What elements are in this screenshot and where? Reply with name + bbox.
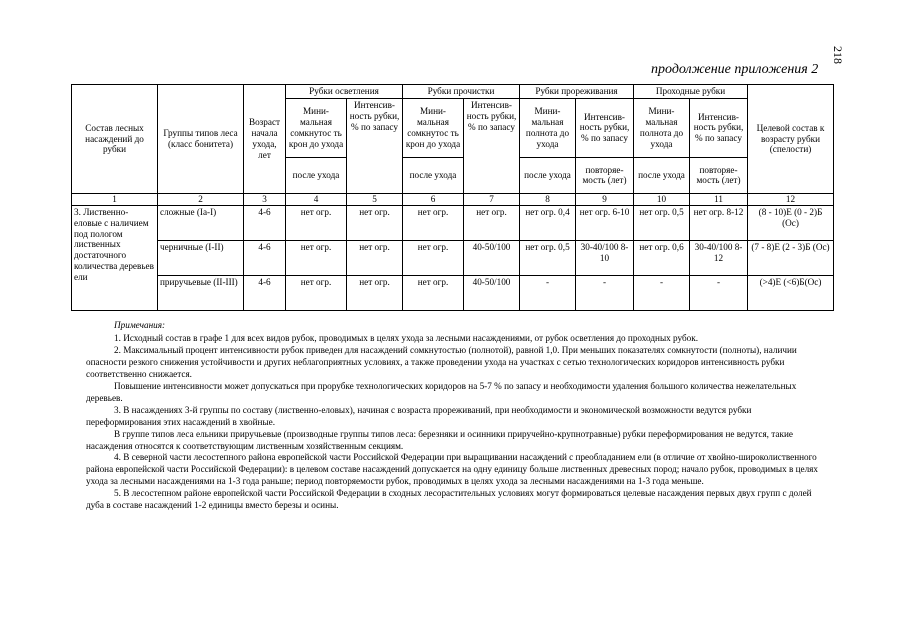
cell-c4: нет огр. xyxy=(286,275,347,310)
header-age: Возраст начала ухода, лет xyxy=(244,85,286,194)
header-intensity-cleaning: Интенсив-ность рубки, % по запасу xyxy=(464,98,520,193)
cell-c9: 30-40/100 8-10 xyxy=(576,240,634,275)
cell-c8: нет огр. 0,4 xyxy=(520,205,576,240)
header-forest-types: Группы типов леса (класс бонитета) xyxy=(158,85,244,194)
cell-c8: нет огр. 0,5 xyxy=(520,240,576,275)
cell-c5: нет огр. xyxy=(347,240,403,275)
forest-type-cell: черничные (I-II) xyxy=(158,240,244,275)
cell-c10: нет огр. 0,6 xyxy=(634,240,690,275)
cell-c8: - xyxy=(520,275,576,310)
col-number: 10 xyxy=(634,193,690,205)
cell-c11: нет огр. 8-12 xyxy=(690,205,748,240)
header-intensity-passing: Интенсив-ность рубки, % по запасу xyxy=(690,98,748,157)
header-min-density-passing: Мини-мальная полнота до ухода xyxy=(634,98,690,157)
header-min-density-thinning: Мини-мальная полнота до ухода xyxy=(520,98,576,157)
col-number: 7 xyxy=(464,193,520,205)
target-cell: (7 - 8)Е (2 - 3)Б (Ос) xyxy=(748,240,834,275)
col-number: 9 xyxy=(576,193,634,205)
note-paragraph: В группе типов леса ельники приручьевые (производные группы типов леса: березняки и осинники приручейно-крупнотравные) рубки переформирования не ведутся, такие насаждения относятся к соответствующим лиственным хозяйственным секциям. xyxy=(86,428,793,451)
col-number: 8 xyxy=(520,193,576,205)
header-after-thinning: после ухода xyxy=(520,157,576,193)
note-paragraph: 2. Максимальный процент интенсивности рубок приведен для насаждений сомкнутостью (полнотой), равной 1,0. При меньших показателях сомкнутости (полноты), наличии опасности резкого снижения устойчивости и других неблагоприятных условиях, а также проведении ухода на участках с сетью технологических коридоров интенсивность рубки соответственно снижается. xyxy=(86,344,797,379)
header-after-cleaning: после ухода xyxy=(403,157,464,193)
notes-title: Примечания: xyxy=(114,320,166,330)
cell-c11: 30-40/100 8-12 xyxy=(690,240,748,275)
cell-c5: нет огр. xyxy=(347,275,403,310)
cell-c6: нет огр. xyxy=(403,240,464,275)
cell-c4: нет огр. xyxy=(286,205,347,240)
header-repeat-thinning: повторяе-мость (лет) xyxy=(576,157,634,193)
forest-care-table xyxy=(71,84,834,311)
cell-c7: 40-50/100 xyxy=(464,275,520,310)
target-cell: (8 - 10)Е (0 - 2)Б (Ос) xyxy=(748,205,834,240)
col-number: 2 xyxy=(158,193,244,205)
cell-c7: 40-50/100 xyxy=(464,240,520,275)
cell-c11: - xyxy=(690,275,748,310)
age-cell: 4-6 xyxy=(244,275,286,310)
forest-type-cell: сложные (Iа-I) xyxy=(158,205,244,240)
age-cell: 4-6 xyxy=(244,240,286,275)
composition-cell: 3. Лиственно-еловые с наличием под пологом лиственных достаточного количества деревьев ели xyxy=(72,205,158,310)
col-number: 1 xyxy=(72,193,158,205)
cell-c5: нет огр. xyxy=(347,205,403,240)
table-row xyxy=(72,205,834,240)
cell-c6: нет огр. xyxy=(403,205,464,240)
cell-c10: нет огр. 0,5 xyxy=(634,205,690,240)
group-cleaning: Рубки прочистки xyxy=(403,85,520,99)
col-number: 6 xyxy=(403,193,464,205)
cell-c6: нет огр. xyxy=(403,275,464,310)
cell-c4: нет огр. xyxy=(286,240,347,275)
header-repeat-passing: повторяе-мость (лет) xyxy=(690,157,748,193)
note-paragraph: 4. В северной части лесостепного района европейской части Российской Федерации при выращивании насаждений с преобладанием ели (в отличие от хвойно-широколиственного района европейской части Российской Федерации): в целевом составе насаждений допускается на одну единицу больше лиственных древесных пород; начало рубок, проводимых в целях ухода за лесными насаждениями на 1-3 года раньше; период повторяемости рубок, проводимых в целях ухода за лесными насаждениями на 1-3 года меньше. xyxy=(86,452,818,487)
header-after-passing: после ухода xyxy=(634,157,690,193)
col-number: 12 xyxy=(748,193,834,205)
header-intensity-thinning: Интенсив-ность рубки, % по запасу xyxy=(576,98,634,157)
header-composition: Состав лесных насаждений до рубки xyxy=(72,85,158,194)
header-intensity-lighting: Интенсив-ность рубки, % по запасу xyxy=(347,98,403,193)
cell-c7: нет огр. xyxy=(464,205,520,240)
col-number: 5 xyxy=(347,193,403,205)
header-after-lighting: после ухода xyxy=(286,157,347,193)
header-target: Целевой состав к возрасту рубки (спелости) xyxy=(748,85,834,194)
group-lighting: Рубки осветления xyxy=(286,85,403,99)
group-passing: Проходные рубки xyxy=(634,85,748,99)
note-paragraph: 1. Исходный состав в графе 1 для всех видов рубок, проводимых в целях ухода за лесными насаждениями, от рубок осветления до проходных рубок. xyxy=(114,332,698,343)
note-paragraph: Повышение интенсивности может допускаться при прорубке технологических коридоров на 5-7 % по запасу и необходимости удаления большого количества нежелательных деревьев. xyxy=(86,380,797,403)
cell-c10: - xyxy=(634,275,690,310)
cell-c9: нет огр. 6-10 xyxy=(576,205,634,240)
forest-type-cell: приручьевые (II-III) xyxy=(158,275,244,310)
table-row xyxy=(72,275,834,310)
col-number: 4 xyxy=(286,193,347,205)
group-thinning: Рубки прореживания xyxy=(520,85,634,99)
page-number: 218 xyxy=(831,46,845,64)
appendix-continuation-note: продолжение приложения 2 xyxy=(651,62,819,77)
note-paragraph: 3. В насаждениях 3-й группы по составу (лиственно-еловых), начиная с возраста прореживаний, при необходимости и экономической возможности ведутся рубки переформирования этих насаждений в хвойные. xyxy=(86,404,752,427)
table-row xyxy=(72,240,834,275)
target-cell: (>4)Е (<6)Б(Ос) xyxy=(748,275,834,310)
col-number: 3 xyxy=(244,193,286,205)
age-cell: 4-6 xyxy=(244,205,286,240)
header-min-closure-cleaning: Мини-мальная сомкнутос ть крон до ухода xyxy=(403,98,464,157)
notes-section xyxy=(86,320,828,512)
note-paragraph: 5. В лесостепном районе европейской части Российской Федерации в сходных лесорастительных условиях могут формироваться целевые насаждения первых двух групп с долей дуба в составе насаждений 1-2 единицы вместо березы и осины. xyxy=(86,488,812,511)
col-number: 11 xyxy=(690,193,748,205)
header-min-closure-lighting: Мини-мальная сомкнутос ть крон до ухода xyxy=(286,98,347,157)
cell-c9: - xyxy=(576,275,634,310)
